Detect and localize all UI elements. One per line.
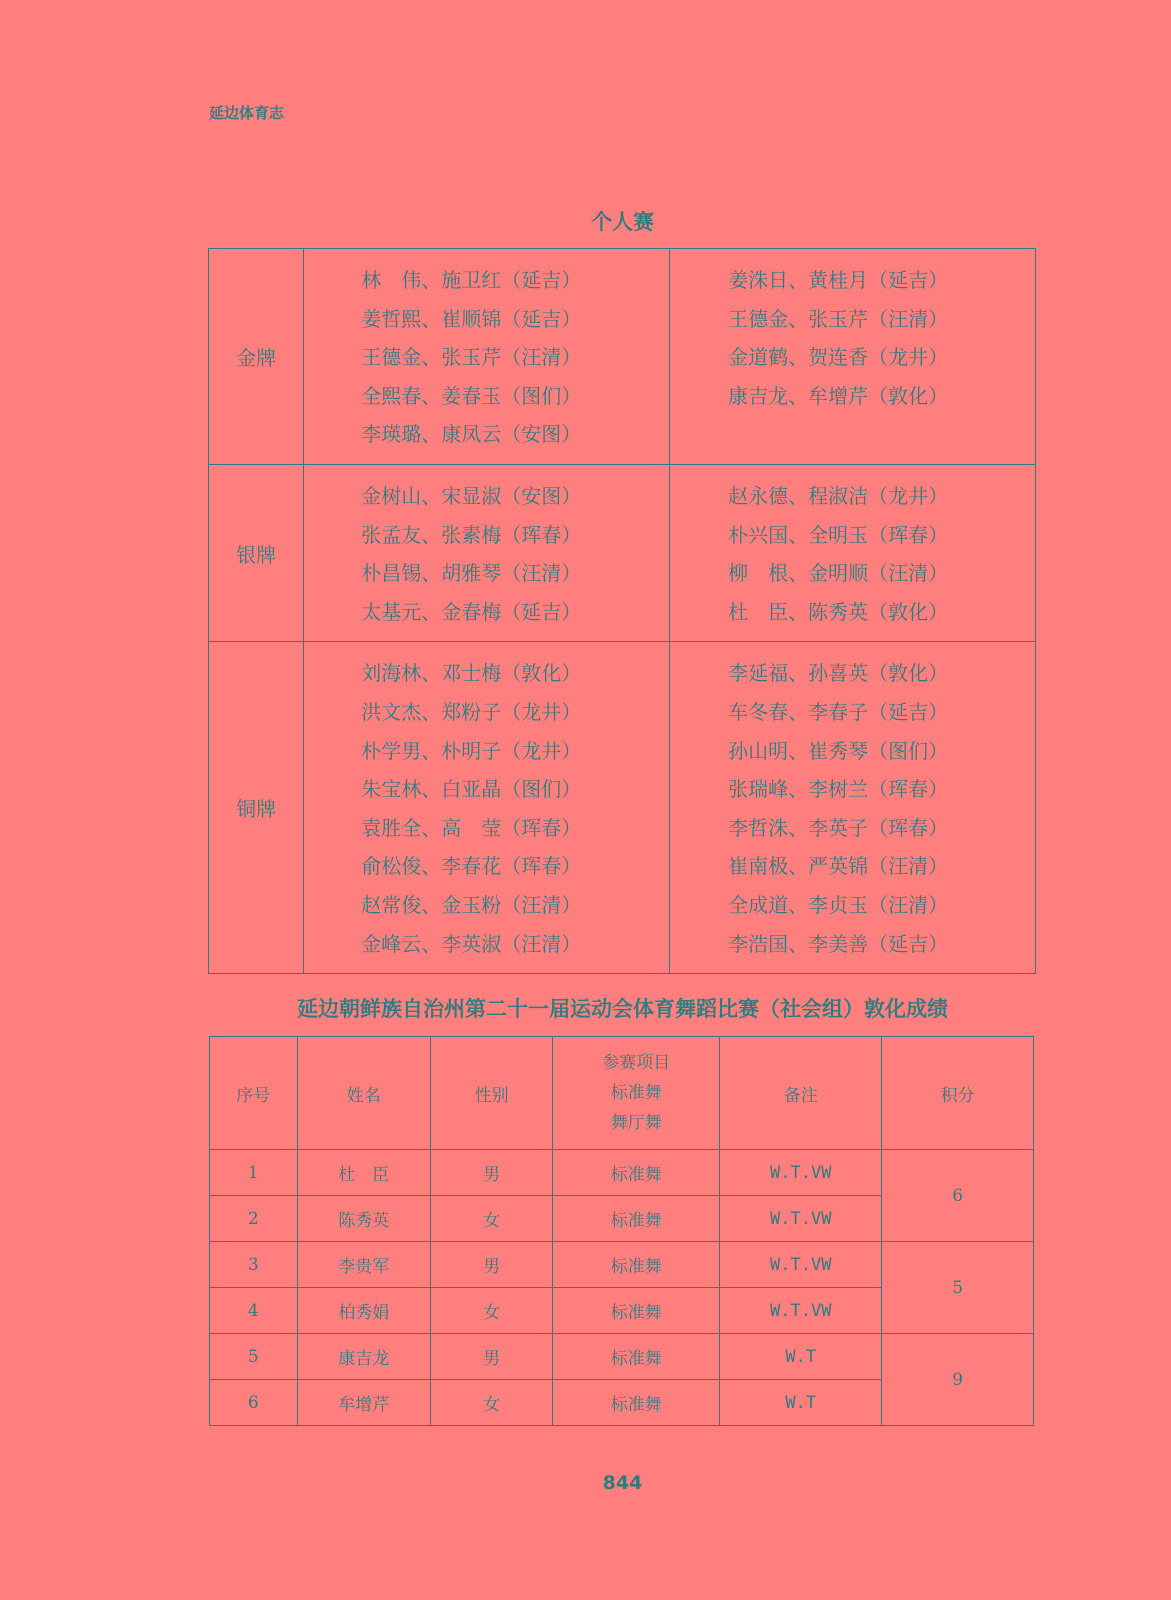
header-no: 序号 xyxy=(210,1037,298,1150)
header-gender: 性别 xyxy=(431,1037,553,1150)
cell-gender: 男 xyxy=(431,1334,553,1380)
pair-entry: 全成道、李贞玉（汪清） xyxy=(728,892,949,917)
pair-entry: 康吉龙、牟增芹（敦化） xyxy=(728,383,949,408)
pair-entry: 全熙春、姜春玉（图们） xyxy=(361,383,582,408)
medal-names-left xyxy=(304,249,670,465)
medal-names-right xyxy=(670,642,1036,974)
cell-project: 标准舞 xyxy=(553,1242,720,1288)
cell-no: 1 xyxy=(210,1150,298,1196)
cell-name: 陈秀英 xyxy=(297,1196,430,1242)
cell-name: 牟增芹 xyxy=(297,1380,430,1426)
cell-project: 标准舞 xyxy=(553,1288,720,1334)
cell-project: 标准舞 xyxy=(553,1380,720,1426)
cell-remark: W.T.VW xyxy=(720,1242,882,1288)
cell-remark: W.T.VW xyxy=(720,1150,882,1196)
cell-remark: W.T xyxy=(720,1334,882,1380)
pair-entry: 王德金、张玉芹（汪清） xyxy=(728,306,949,331)
pair-entry: 朴学男、朴明子（龙井） xyxy=(361,738,582,763)
pair-entry: 朴兴国、全明玉（珲春） xyxy=(728,522,949,547)
cell-score: 9 xyxy=(882,1334,1034,1426)
medal-table xyxy=(208,248,1036,974)
cell-no: 4 xyxy=(210,1288,298,1334)
header-name: 姓名 xyxy=(297,1037,430,1150)
cell-no: 3 xyxy=(210,1242,298,1288)
pair-entry: 李瑛璐、康凤云（安图） xyxy=(361,422,582,447)
pair-entry: 李哲洙、李英子（珲春） xyxy=(728,815,949,840)
medal-names-right xyxy=(670,249,1036,465)
pair-entry: 姜哲熙、崔顺锦（延吉） xyxy=(361,306,582,331)
table-row xyxy=(210,1242,1034,1288)
pair-entry: 姜洙日、黄桂月（延吉） xyxy=(728,268,949,292)
medal-row xyxy=(209,642,1036,974)
pair-entry: 金树山、宋显淑（安图） xyxy=(361,483,582,508)
section-title-individual: 个人赛 xyxy=(591,210,654,234)
cell-remark: W.T xyxy=(720,1380,882,1426)
header-project-line: 参赛项目 xyxy=(602,1053,671,1073)
pair-entry: 王德金、张玉芹（汪清） xyxy=(361,345,582,370)
cell-gender: 男 xyxy=(431,1242,553,1288)
header-project-line: 舞厅舞 xyxy=(610,1113,662,1133)
pair-entry: 孙山明、崔秀琴（图们） xyxy=(728,738,949,763)
pair-entry: 朱宝林、白亚晶（图们） xyxy=(361,777,582,802)
pair-entry: 金道鹤、贺连香（龙井） xyxy=(728,345,949,370)
cell-score: 5 xyxy=(882,1242,1034,1334)
pair-entry: 朴昌锡、胡雅琴（汪清） xyxy=(361,561,582,586)
cell-no: 5 xyxy=(210,1334,298,1380)
medal-names-right xyxy=(670,464,1036,641)
pair-entry: 李延福、孙喜英（敦化） xyxy=(728,661,949,686)
medal-row xyxy=(209,249,1036,465)
cell-score: 6 xyxy=(882,1150,1034,1242)
header-project xyxy=(553,1037,720,1150)
pair-entry: 柳 根、金明顺（汪清） xyxy=(728,561,949,586)
medal-names-left xyxy=(304,642,670,974)
cell-name: 康吉龙 xyxy=(297,1334,430,1380)
medal-label: 铜牌 xyxy=(209,642,304,974)
pair-entry: 张瑞峰、李树兰（珲春） xyxy=(728,777,949,802)
score-table-header-row xyxy=(210,1037,1034,1150)
header-project-line: 标准舞 xyxy=(610,1083,662,1103)
cell-gender: 女 xyxy=(431,1196,553,1242)
cell-no: 2 xyxy=(210,1196,298,1242)
cell-name: 杜 臣 xyxy=(297,1150,430,1196)
pair-entry: 太基元、金春梅（延吉） xyxy=(361,599,582,624)
pair-entry: 赵常俊、金玉粉（汪清） xyxy=(361,892,582,917)
pair-entry: 杜 臣、陈秀英（敦化） xyxy=(728,599,949,624)
section-title-scores: 延边朝鲜族自治州第二十一届运动会体育舞蹈比赛（社会组）敦化成绩 xyxy=(297,997,948,1021)
cell-name: 柏秀娟 xyxy=(297,1288,430,1334)
cell-project: 标准舞 xyxy=(553,1196,720,1242)
cell-project: 标准舞 xyxy=(553,1150,720,1196)
cell-remark: W.T.VW xyxy=(720,1196,882,1242)
cell-remark: W.T.VW xyxy=(720,1288,882,1334)
medal-label: 金牌 xyxy=(209,249,304,465)
cell-gender: 女 xyxy=(431,1288,553,1334)
medal-table-body xyxy=(209,249,1036,974)
pair-entry: 张孟友、张素梅（珲春） xyxy=(361,522,582,547)
page-number: 844 xyxy=(602,1472,643,1494)
pair-entry: 李浩国、李美善（延吉） xyxy=(728,931,949,956)
pair-entry: 洪文杰、郑粉子（龙井） xyxy=(361,699,582,724)
cell-project: 标准舞 xyxy=(553,1334,720,1380)
medal-label: 银牌 xyxy=(209,464,304,641)
table-row xyxy=(210,1334,1034,1380)
pair-entry: 袁胜全、高 莹（珲春） xyxy=(361,815,582,840)
table-row xyxy=(210,1150,1034,1196)
pair-entry: 金峰云、李英淑（汪清） xyxy=(361,931,582,956)
medal-names-left xyxy=(304,464,670,641)
pair-entry: 刘海林、邓士梅（敦化） xyxy=(361,661,582,686)
score-table xyxy=(209,1036,1034,1426)
pair-entry: 俞松俊、李春花（珲春） xyxy=(361,854,582,879)
pair-entry: 赵永德、程淑洁（龙井） xyxy=(728,483,949,508)
cell-gender: 女 xyxy=(431,1380,553,1426)
pair-entry: 崔南极、严英锦（汪清） xyxy=(728,854,949,879)
cell-name: 李贵军 xyxy=(297,1242,430,1288)
cell-gender: 男 xyxy=(431,1150,553,1196)
running-header: 延边体育志 xyxy=(209,104,285,122)
score-table-body xyxy=(210,1150,1034,1426)
header-score: 积分 xyxy=(882,1037,1034,1150)
pair-entry: 林 伟、施卫红（延吉） xyxy=(361,268,582,292)
header-remark: 备注 xyxy=(720,1037,882,1150)
medal-row xyxy=(209,464,1036,641)
cell-no: 6 xyxy=(210,1380,298,1426)
pair-entry: 车冬春、李春子（延吉） xyxy=(728,699,949,724)
